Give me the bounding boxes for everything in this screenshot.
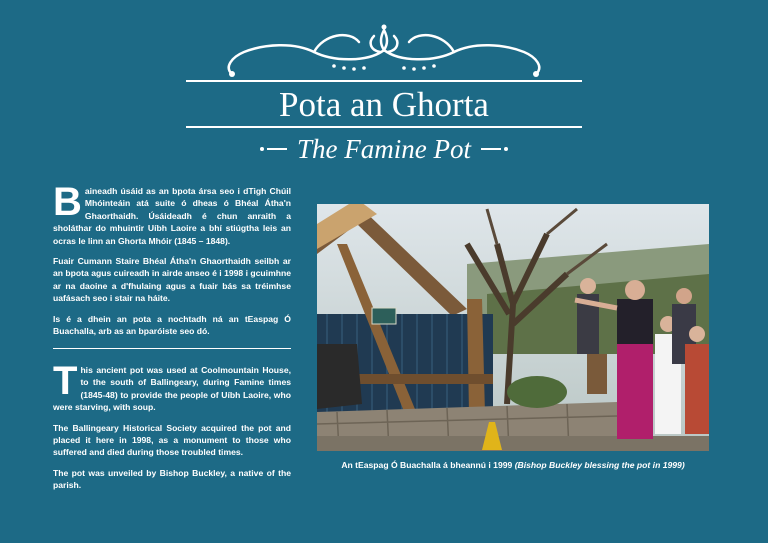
page-subtitle: The Famine Pot (297, 134, 471, 164)
top-rule (186, 80, 582, 82)
english-drop-cap: T (53, 359, 78, 403)
blessing-photo (317, 204, 709, 451)
subtitle-right-ornament (481, 147, 508, 151)
photo-caption-english: (Bishop Buckley blessing the pot in 1999) (514, 460, 685, 470)
irish-paragraph-1 (53, 180, 291, 247)
decorative-flourish (184, 22, 584, 84)
irish-paragraph-3: Is é a dhein an pota a nochtadh ná an tEaspag Ó Buachalla, arb as an bparóiste seo dó. (53, 313, 291, 337)
subtitle-row (0, 132, 768, 166)
title-rule (186, 126, 582, 128)
irish-paragraph-1-text: aineadh úsáid as an bpota ársa seo i dTigh Chúil Mhóinteáin atá suite ó dheas ó Bhéal Átha'n Ghaorthaidh. Úsáideadh é chun anraith a sholáthar do mhuintir Uíbh Laoire a bhí stiúgtha leis an ocras le linn an Ghorta Mhóir (1845 – 1848). (53, 186, 291, 246)
photo-caption-irish: An tEaspag Ó Buachalla á bheannú i 1999 (341, 460, 513, 470)
irish-text-column (53, 180, 291, 345)
irish-paragraph-2: Fuair Cumann Staire Bhéal Átha'n Ghaorthaidh seilbh ar an bpota agus cuireadh in airde anseo é i 1998 i gcuimhne ar na daoine a d'fhulaing agus a fuair bás sa tréimhse uafásach seo i stair na háite. (53, 256, 291, 304)
english-paragraph-1 (53, 359, 291, 414)
english-paragraph-2: The Ballingeary Historical Society acquired the pot and placed it here in 1998, as a monument to those who suffered and died during those troubled times. (53, 422, 291, 458)
english-text-column (53, 359, 291, 500)
subtitle-left-ornament (260, 147, 287, 151)
section-divider (53, 348, 291, 349)
irish-drop-cap: B (53, 180, 82, 224)
page-title: Pota an Ghorta (279, 85, 489, 124)
photo-caption (317, 460, 709, 470)
english-paragraph-3: The pot was unveiled by Bishop Buckley, a native of the parish. (53, 467, 291, 491)
english-paragraph-1-text: his ancient pot was used at Coolmountain House, to the south of Ballingeary, during Famine times (1845-48) to provide the people of Uíbh Laoire, who were starving, with soup. (53, 365, 291, 413)
